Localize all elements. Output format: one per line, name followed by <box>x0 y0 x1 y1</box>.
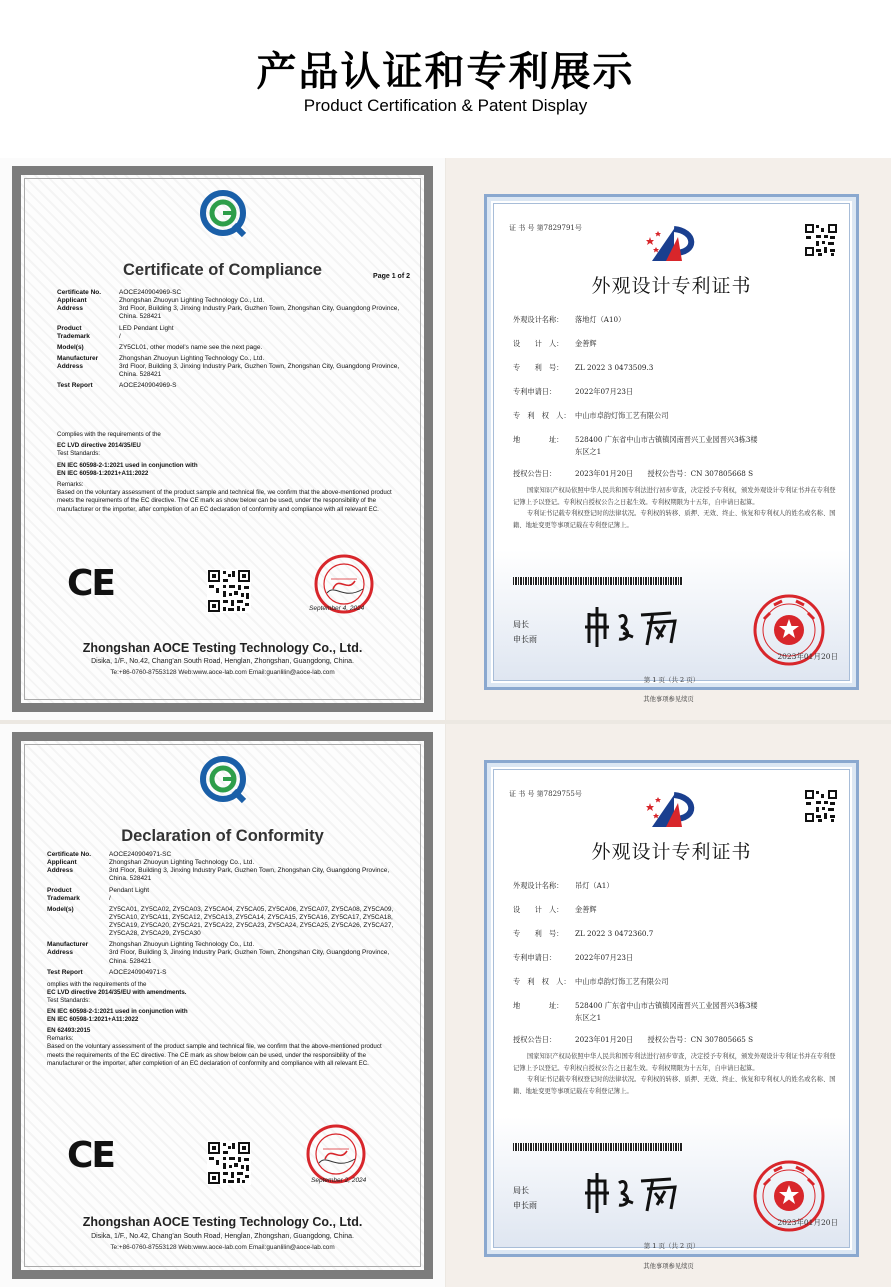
patent-field-label: 外观设计名称： <box>513 315 564 324</box>
director-block <box>513 617 537 647</box>
field-label: Product <box>57 324 82 332</box>
certificate-text <box>57 431 400 514</box>
qr-code-icon <box>804 223 838 257</box>
company-contact: Te:+86-0760-87553128 Web:www.aoce-lab.com Email:guanlilin@aoce-lab.com <box>110 669 335 676</box>
field-row <box>57 297 404 305</box>
field-value: Pendant Light <box>109 886 150 894</box>
field-label: Model(s) <box>47 905 74 913</box>
testing-stamp-icon <box>305 1123 367 1185</box>
field-value: Zhongshan Zhuoyun Lighting Technology Co., Ltd. <box>119 354 265 362</box>
patent-field <box>513 1013 601 1023</box>
field-row <box>47 867 404 883</box>
company-name: Zhongshan AOCE Testing Technology Co., Ltd. <box>82 641 363 655</box>
patent-title: 外观设计专利证书 <box>591 275 752 297</box>
barcode <box>513 1143 683 1151</box>
field-label: Certificate No. <box>57 289 102 296</box>
patent-field-value: 2023年01月20日 授权公告号：CN 307805665 S <box>575 1035 754 1044</box>
patent-field-label: 专 利 号： <box>513 929 564 938</box>
field-row <box>57 363 404 379</box>
patent-field-value: 528400 广东省中山市古镇镇冈南晋兴工业园晋兴3栋3楼 <box>575 435 758 444</box>
remarks-text: Based on the voluntary assessment of the product sample and technical file, we confirm that the above-mentioned product meets the requirements of the EC directive. The CE mark as show below can be used, under the responsibility of the manufacturer or the importer, after completion of an EC declaration of conformity and compliance with all relevant EC. <box>57 489 392 513</box>
patent-field-label: 地 址： <box>513 1001 564 1010</box>
patent-field-value: ZL 2022 3 0473509.3 <box>575 363 654 372</box>
directive-line: EC LVD directive 2014/35/EU with amendments. <box>47 989 187 997</box>
field-label: Test Report <box>57 382 93 390</box>
patent-paper <box>484 194 859 690</box>
page-header <box>0 0 891 158</box>
patent-field <box>513 435 758 445</box>
patent-paper <box>484 760 859 1257</box>
field-label: Address <box>57 305 84 313</box>
company-address: Disika, 1/F., No.42, Chang'an South Road, Henglan, Zhongshan, Guangdong, China. <box>91 1233 354 1240</box>
field-value: 3rd Floor, Building 3, Jinxing Industry Park, Guzhen Town, Zhongshan City, Guangdong Province, China. 528421 <box>109 867 390 883</box>
patent-field <box>513 411 668 421</box>
patent-field <box>513 1035 753 1045</box>
field-value: / <box>109 894 111 902</box>
patent-field-label: 专 利 号： <box>513 363 564 372</box>
field-label: Manufacturer <box>47 941 89 949</box>
director-name: 申长雨 <box>513 1201 537 1211</box>
patent-field <box>513 387 633 397</box>
patent-field <box>513 881 614 891</box>
patent-field <box>513 447 601 457</box>
patent-title: 外观设计专利证书 <box>591 841 752 863</box>
field-value: 3rd Floor, Building 3, Jinxing Industry Park, Guzhen Town, Zhongshan City, Guangdong Province, China. 528421 <box>119 305 400 321</box>
patent-field-value: 东区之1 <box>575 1013 602 1022</box>
field-value: AOCE240904969-S <box>119 382 177 390</box>
patent-field-value: 金善辉 <box>575 905 597 914</box>
patent-field-value: 金善辉 <box>575 339 597 348</box>
patent-field-value: ZL 2022 3 0472360.7 <box>575 929 654 938</box>
title-english: Product Certification & Patent Display <box>303 96 588 115</box>
signature-icon <box>583 1169 683 1217</box>
patent-field-label: 专 利 权 人： <box>513 411 571 420</box>
field-label: Trademark <box>57 332 90 340</box>
field-row <box>47 906 404 939</box>
testing-stamp-icon <box>313 553 375 615</box>
standard-2: EN IEC 60598-1:2021+A11:2022 <box>47 1015 139 1023</box>
patent-field <box>513 1001 758 1011</box>
patent-field-label: 外观设计名称： <box>513 881 564 890</box>
barcode <box>513 577 683 585</box>
field-value: Zhongshan Zhuoyun Lighting Technology Co., Ltd. <box>119 297 265 305</box>
field-row <box>47 859 404 867</box>
qr-code-icon <box>207 1141 251 1185</box>
patent-body <box>513 485 836 532</box>
certificate-title: Declaration of Conformity <box>121 827 324 845</box>
standard-1: EN IEC 60598-2-1:2021 used in conjunction with <box>47 1007 188 1015</box>
patent-field-label: 设 计 人： <box>513 339 564 348</box>
field-value: 3rd Floor, Building 3, Jinxing Industry Park, Guzhen Town, Zhongshan City, Guangdong Province, China. 528421 <box>119 363 400 379</box>
field-label: Manufacturer <box>57 354 99 362</box>
patent-field <box>513 363 653 373</box>
certificate-border <box>12 732 433 1279</box>
cnipa-logo-icon <box>644 223 704 265</box>
directive-line: EC LVD directive 2014/35/EU <box>57 442 141 450</box>
field-row <box>47 851 404 859</box>
patent-field-label: 地 址： <box>513 435 564 444</box>
field-row <box>57 305 404 321</box>
page-footer: 第 1 页（共 2 页） <box>643 1242 700 1250</box>
issue-date: 2023年01月20日 <box>777 1218 838 1227</box>
standards-label: Test Standards: <box>47 997 90 1005</box>
field-row <box>47 941 404 949</box>
patent-field-label: 专利申请日： <box>513 387 557 396</box>
field-value: AOCE240904971-S <box>109 968 167 976</box>
field-value: / <box>119 332 121 340</box>
field-value: ZY5CA01, ZY5CA02, ZY5CA03, ZY5CA04, ZY5CA05, ZY5CA06, ZY5CA07, ZY5CA08, ZY5CA09, ZY5CA10, ZY5CA11, ZY5CA12, ZY5CA13, ZY5CA14, ZY5CA15, ZY5CA16, ZY5CA17, ZY5CA18, ZY5CA19, ZY5CA20, ZY5CA21, ZY5CA22, ZY5CA23, ZY5CA24, ZY5CA25, ZY5CA26, ZY5CA27, ZY5CA28, ZY5CA29, ZY5CA30 <box>109 905 394 938</box>
field-value: AOCE240904969-SC <box>119 289 182 296</box>
field-label: Test Report <box>47 968 83 976</box>
field-value: ZY5CL01, other model's name see the next page. <box>119 343 263 351</box>
complies-line: Complies with the requirements of the <box>57 431 161 438</box>
aoce-logo-icon <box>198 189 248 239</box>
remarks-text: Based on the voluntary assessment of the product sample and technical file, we confirm that the above-mentioned product meets the requirements of the EC directive. The CE mark as show below can be used, under the responsibility of the manufacturer or the importer, after completion of an EC declaration of conformity and compliance with all relevant EC. <box>47 1043 382 1067</box>
issue-date: 2023年01月20日 <box>777 652 838 661</box>
field-row <box>47 887 404 895</box>
field-label: Applicant <box>57 297 87 305</box>
certificate-text <box>47 981 400 1068</box>
page-footer: 第 1 页（共 2 页） <box>643 676 700 684</box>
field-label: Address <box>47 949 74 957</box>
director-block <box>513 1183 537 1213</box>
patent-field-label: 设 计 人： <box>513 905 564 914</box>
qr-code-icon <box>804 789 838 823</box>
field-row <box>57 344 404 352</box>
sign-date: September 2, 2024 <box>311 1177 367 1184</box>
body-paragraph-2: 专利证书记载专利权登记时的法律状况。专利权的转移、质押、无效、终止、恢复和专利权人的姓名或名称、国籍、地址变更等事项记载在专利登记簿上。 <box>513 510 836 529</box>
body-paragraph-2: 专利证书记载专利权登记时的法律状况。专利权的转移、质押、无效、终止、恢复和专利权人的姓名或名称、国籍、地址变更等事项记载在专利登记簿上。 <box>513 1076 836 1095</box>
page-number: Page 1 of 2 <box>373 273 410 280</box>
patent-field-label: 授权公告日： <box>513 469 557 478</box>
continued-note: 其他事项参见续页 <box>643 696 694 703</box>
remarks-label: Remarks: <box>57 480 84 488</box>
patent-field-value: 东区之1 <box>575 447 602 456</box>
ce-mark: CE <box>67 1135 115 1176</box>
qr-code-icon <box>207 569 251 613</box>
patent-certificate-2 <box>446 724 891 1287</box>
field-value: Zhongshan Zhuoyun Lighting Technology Co., Ltd. <box>109 941 255 949</box>
patent-field-label: 专 利 权 人： <box>513 977 571 986</box>
patent-field <box>513 953 633 963</box>
certificate-fields <box>57 289 404 390</box>
patent-field <box>513 339 597 349</box>
company-address: Disika, 1/F., No.42, Chang'an South Road, Henglan, Zhongshan, Guangdong, China. <box>91 658 354 665</box>
remarks-label: Remarks: <box>47 1035 74 1043</box>
body-paragraph-1: 国家知识产权局依照中华人民共和国专利法进行初步审查，决定授予专利权，颁发外观设计专利证书并在专利登记簿上予以登记。专利权自授权公告之日起生效。专利权期限为十五年，自申请日起算。 <box>513 487 836 506</box>
field-row <box>57 333 404 341</box>
title-chinese: 产品认证和专利展示 <box>256 49 635 95</box>
patent-field <box>513 929 653 939</box>
body-paragraph-1: 国家知识产权局依照中华人民共和国专利法进行初步审查，决定授予专利权，颁发外观设计专利证书并在专利登记簿上予以登记。专利权自授权公告之日起生效。专利权期限为十五年，自申请日起算。 <box>513 1053 836 1072</box>
patent-field-label: 授权公告日： <box>513 1035 557 1044</box>
field-row <box>57 382 404 390</box>
patent-field-value: 2022年07月23日 <box>575 387 634 396</box>
patent-field-label: 专利申请日： <box>513 953 557 962</box>
patent-certificate-1 <box>446 158 891 720</box>
patent-field-value: 中山市卓韵灯饰工艺有限公司 <box>575 411 669 420</box>
field-label: Certificate No. <box>47 851 92 858</box>
certificate-of-compliance <box>0 158 445 720</box>
patent-field-value: 528400 广东省中山市古镇镇冈南晋兴工业园晋兴3栋3楼 <box>575 1001 758 1010</box>
patent-field <box>513 905 597 915</box>
field-value: LED Pendant Light <box>119 324 174 332</box>
field-row <box>57 289 404 297</box>
signature-icon <box>583 603 683 651</box>
patent-field <box>513 315 625 325</box>
standard-2: EN IEC 60598-1:2021+A11:2022 <box>57 469 149 477</box>
aoce-logo-icon <box>198 755 248 805</box>
patent-field <box>513 977 668 987</box>
patent-field-value: 吊灯（A1） <box>575 881 614 890</box>
field-label: Address <box>57 363 84 370</box>
field-label: Applicant <box>47 859 77 867</box>
certificate-number: 证 书 号 第7829755号 <box>509 790 582 798</box>
ce-mark: CE <box>67 563 115 604</box>
continued-note: 其他事项参见续页 <box>643 1263 694 1270</box>
field-row <box>57 355 404 363</box>
field-label: Model(s) <box>57 343 84 351</box>
field-label: Address <box>47 867 74 875</box>
field-value: Zhongshan Zhuoyun Lighting Technology Co., Ltd. <box>109 859 255 867</box>
field-row <box>47 895 404 903</box>
patent-body <box>513 1051 836 1098</box>
certificate-grid <box>0 158 891 1287</box>
certificate-border <box>12 166 433 712</box>
standard-1: EN IEC 60598-2-1:2021 used in conjunction with <box>57 461 198 469</box>
certificate-number: 证 书 号 第7829791号 <box>509 224 582 232</box>
patent-field-value: 落地灯（A10） <box>575 315 626 324</box>
declaration-of-conformity <box>0 724 445 1287</box>
patent-field-value: 2022年07月23日 <box>575 953 634 962</box>
cnipa-logo-icon <box>644 789 704 831</box>
patent-field <box>513 469 753 479</box>
company-name: Zhongshan AOCE Testing Technology Co., Ltd. <box>82 1215 363 1229</box>
field-row <box>47 969 404 977</box>
field-row <box>57 325 404 333</box>
patent-field-value: 2023年01月20日 授权公告号：CN 307805668 S <box>575 469 754 478</box>
field-label: Trademark <box>47 894 80 902</box>
sign-date: September 4, 2024 <box>309 605 365 612</box>
complies-line: omplies with the requirements of the <box>47 981 147 988</box>
director-name: 申长雨 <box>513 635 537 645</box>
field-value: AOCE240904971-SC <box>109 851 172 858</box>
director-title: 局长 <box>513 620 529 629</box>
company-contact: Te:+86-0760-87553128 Web:www.aoce-lab.com Email:guanlilin@aoce-lab.com <box>110 1244 335 1251</box>
director-title: 局长 <box>513 1186 529 1195</box>
field-row <box>47 949 404 965</box>
certificate-fields <box>47 851 404 977</box>
standards-label: Test Standards: <box>57 450 100 458</box>
standard-3: EN 62493:2015 <box>47 1026 91 1034</box>
certificate-title: Certificate of Compliance <box>123 261 322 279</box>
field-label: Product <box>47 886 72 894</box>
field-value: 3rd Floor, Building 3, Jinxing Industry Park, Guzhen Town, Zhongshan City, Guangdong Province, China. 528421 <box>109 949 390 965</box>
patent-field-value: 中山市卓韵灯饰工艺有限公司 <box>575 977 669 986</box>
